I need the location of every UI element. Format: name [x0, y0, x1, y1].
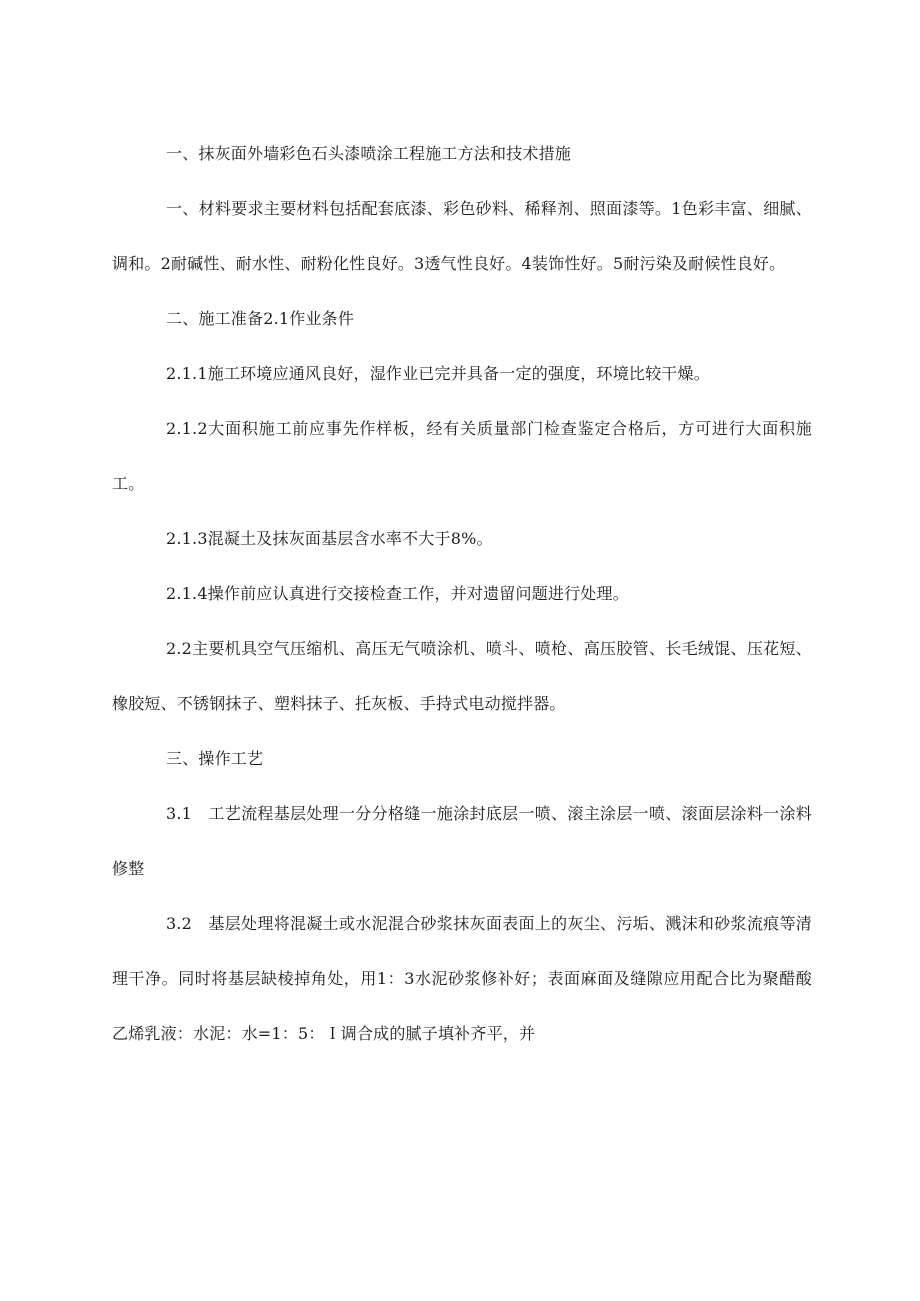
paragraph-2-1-2: 2.1.2大面积施工前应事先作样板，经有关质量部门检查鉴定合格后，方可进行大面积施工。 — [112, 419, 812, 493]
paragraph-2-2-tools: 2.2主要机具空气压缩机、高压无气喷涂机、喷斗、喷枪、高压胶管、长毛绒馄、压花短、橡胶短、不锈钢抹子、塑料抹子、托灰板、手持式电动搅拌器。 — [112, 639, 812, 713]
paragraph-2-1-1: 2.1.1施工环境应通风良好，湿作业已完并具备一定的强度，环境比较干燥。 — [166, 364, 710, 383]
paragraph-material-requirements: 一、材料要求主要材料包括配套底漆、彩色砂料、稀释剂、照面漆等。1色彩丰富、细腻、调和。2耐碱性、耐水性、耐粉化性良好。3透气性良好。4装饰性好。5耐污染及耐候性良好。 — [112, 199, 812, 273]
section-heading-main: 一、抹灰面外墙彩色石头漆喷涂工程施工方法和技术措施 — [166, 144, 572, 163]
paragraph-3-2-base-treatment: 3.2 基层处理将混凝土或水泥混合砂浆抹灰面表面上的灰尘、污垢、溅沫和砂浆流痕等清理干净。同时将基层缺棱掉角处，用1：3水泥砂浆修补好；表面麻面及缝隙应用配合比为聚醋酸乙烯乳液：水泥：水=1：5：Ｉ调合成的腻子填补齐平，并 — [112, 914, 812, 1043]
section-heading-process: 三、操作工艺 — [166, 749, 264, 768]
paragraph-2-1-3: 2.1.3混凝土及抹灰面基层含水率不大于8%。 — [166, 529, 493, 548]
section-heading-preparation: 二、施工准备2.1作业条件 — [166, 309, 355, 328]
document-body — [112, 126, 812, 1061]
paragraph-3-1-workflow: 3.1 工艺流程基层处理一分分格缝一施涂封底层一喷、滚主涂层一喷、滚面层涂料一涂料修整 — [112, 804, 812, 878]
paragraph-2-1-4: 2.1.4操作前应认真进行交接检查工作，并对遗留问题进行处理。 — [166, 584, 629, 603]
